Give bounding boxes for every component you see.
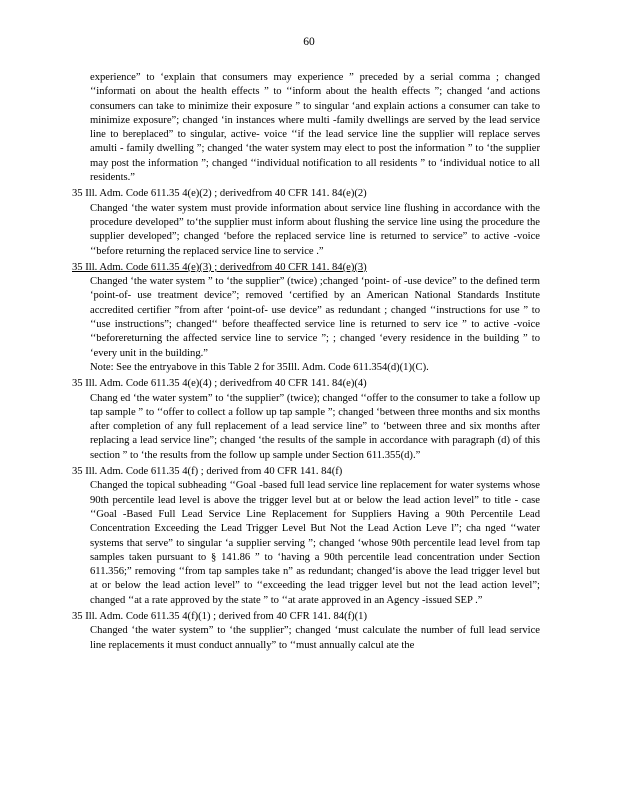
page-number: 60 xyxy=(303,36,315,48)
entry-text: Changed the topical subheading ‘‘Goal -based full lead service line replacement for water systems whose 90th percentile lead level is above the trigger level but at or below the lead action level” to title - case ‘‘Goal -Based Full Lead Service Line Replacement for Suppliers Having a 90th Percentile Lead Concentration Exceeding the Lead Trigger Level But Not the Lead Action Leve l”; cha nged ‘‘water systems that serve” to singular ‘a supplier serving ”; changed ‘whose 90th percentile lead level from tap samples taken pursuant to § 141.86 ” to ‘having a 90th percentile lead concentration under Section 611.356;” removing ‘‘from tap samples take n” as redundant; changed‘is above the lead trigger level but at or below the lead action level” to ‘‘exceeding the lead trigger level but not the lead action level”; changed ‘‘at a rate approved by the state ” to ‘‘at arate approved in an Agency -issued SEP .” xyxy=(90,480,540,606)
table-entry-4 xyxy=(72,465,540,608)
entry-text: Changed ‘the water system must provide information about service line flushing in accordance with the procedure developed” to‘the supplier must inform about flushing the service line using the procedure the supplier developed”; changed ‘before the replaced service line is returned to service” to active -voice ‘‘before returning the replaced service line to service .” xyxy=(90,202,540,257)
entry-citation: 35 Ill. Adm. Code 611.35 4(f) ; derived from 40 CFR 141. 84(f) xyxy=(72,466,343,478)
entry-citation-text: 35 Ill. Adm. Code 611.35 4(e)(3) ; derivedfrom 40 CFR 141. 84(e)(3) xyxy=(72,261,367,273)
entry-citation: 35 Ill. Adm. Code 611.35 4(f)(1) ; derived from 40 CFR 141. 84(f)(1) xyxy=(72,610,368,622)
entry-citation xyxy=(72,261,540,275)
continuation-paragraph: experience” to ‘explain that consumers may experience ” preceded by a serial comma ; changed ‘‘informati on about the health effects ” to ‘‘inform about the health effects ”; changed ‘and actions consumers can take to minimize their exposure ” to singular ‘and explain actions a consumer can take to minimize exposure”; changed ‘in instances where multi -family dwellings are served by the lead service line to bereplaced” to singular, active- voice ‘‘if the lead service line the supplier will replace serves amulti - family dwelling ”; changed ‘the water system may elect to post the information ” to ‘the supplier may post the information ”; changed ‘‘individual notification to all residents ” to ‘individual notice to all residents.” xyxy=(90,72,540,184)
entry-text: Changed ‘the water system” to ‘the supplier”; changed ‘must calculate the number of full lead service line replacements it must conduct annually” to ‘‘must annually calcul ate the xyxy=(90,625,540,651)
table-entry-5 xyxy=(72,610,540,653)
entry-note: Note: See the entryabove in this Table 2 for 35Ill. Adm. Code 611.354(d)(1)(C). xyxy=(90,361,429,373)
table-entry-2 xyxy=(72,261,540,375)
entry-text: Chang ed ‘the water system” to ‘the supplier” (twice); changed ‘‘offer to the consumer to take a follow up tap sample ” to ‘‘offer to collect a follow up tap sample ”; changed ‘between three months and six months after completion of any full replacement of a lead service line” to ‘between three and six months after replacing a lead service line”; changed ‘the results of the sample in accordance with paragraph (d) of this section ” to ‘the results from the follow up sample under Section 611.355(d).” xyxy=(90,392,540,461)
table-entry-3 xyxy=(72,377,540,463)
page-content xyxy=(72,71,540,653)
entry-text: Changed ‘the water system ” to ‘the supplier” (twice) ;changed ‘point- of -use device” to the defined term ‘point-of- use treatment device”; removed ‘certified by an American National Standards Institute accredited certifier ”from after ‘point-of- use device” as redundant ; changed ‘‘instructions for use ” to ‘‘use instructions”; changed‘‘ before theaffected service line is returned to serv ice ” to active -voice ‘‘beforereturning the affected service line to service ”; ; changed ‘every residence in the building ” to ‘every unit in the building.” xyxy=(90,276,540,359)
table-entry-1 xyxy=(72,187,540,258)
entry-citation: 35 Ill. Adm. Code 611.35 4(e)(2) ; derivedfrom 40 CFR 141. 84(e)(2) xyxy=(72,188,367,200)
entry-citation: 35 Ill. Adm. Code 611.35 4(e)(4) ; derivedfrom 40 CFR 141. 84(e)(4) xyxy=(72,378,367,390)
